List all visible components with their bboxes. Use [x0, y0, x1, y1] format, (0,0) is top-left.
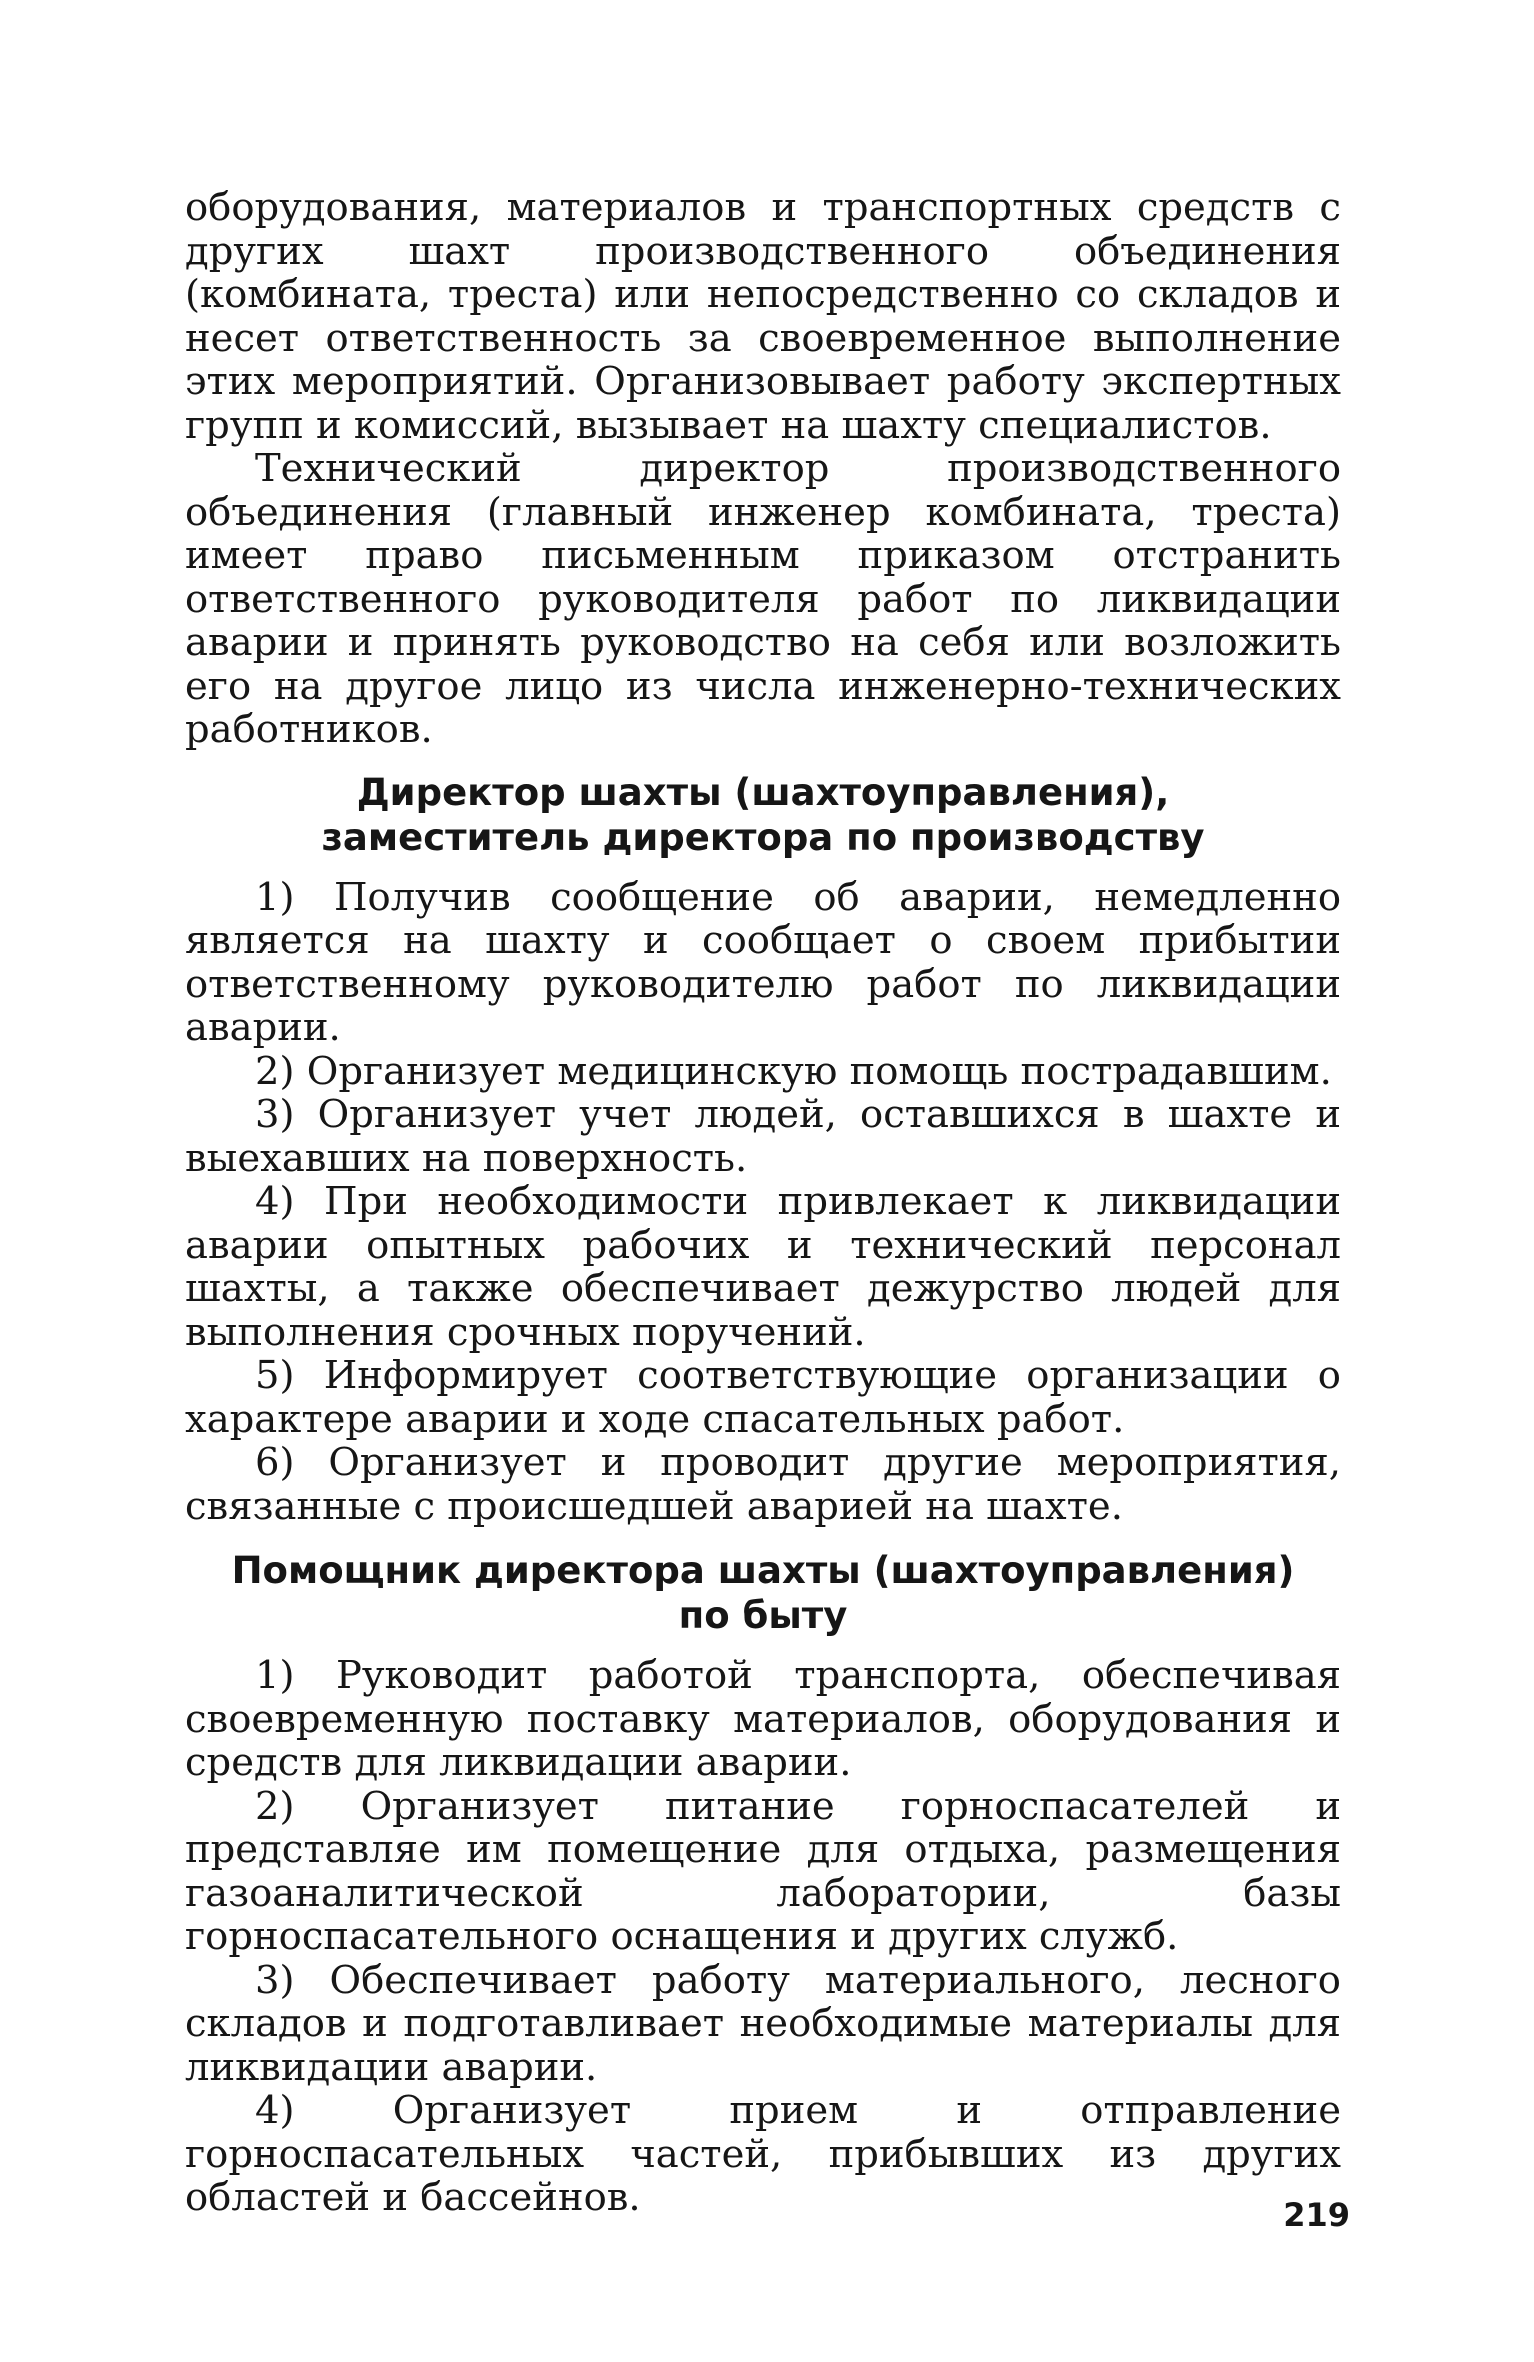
page-body: [185, 186, 1341, 2220]
section-1-item: 3) Организует учет людей, оставшихся в шахте и выехавших на поверхность.: [185, 1092, 1341, 1181]
section-2-item: 1) Руководит работой транспорта, обеспечивая своевременную поставку материалов, оборудования и средств для ликвидации аварии.: [185, 1653, 1341, 1785]
section-1-item: 4) При необходимости привлекает к ликвидации аварии опытных рабочих и технический персонал шахты, а также обеспечивает дежурство людей для выполнения срочных поручений.: [185, 1179, 1341, 1355]
section-1-item: 5) Информирует соответствующие организации о характере аварии и ходе спасательных работ.: [185, 1353, 1341, 1442]
section-1-item: 6) Организует и проводит другие мероприятия, связанные с происшедшей аварией на шахте.: [185, 1440, 1341, 1529]
section-1-item: 1) Получив сообщение об аварии, немедленно является на шахту и сообщает о своем прибытии ответственному руководителю работ по ликвидации аварии.: [185, 874, 1341, 1050]
page-number: 219: [1283, 2196, 1350, 2234]
intro-paragraph-2: Технический директор производственного объединения (главный инженер комбината, треста) имеет право письменным приказом отстранить ответственного руководителя работ по ликвидации аварии и принять руководство на себя или возложить его на другое лицо из числа инженерно-технических работников.: [185, 446, 1341, 752]
section-1-item: 2) Организует медицинскую помощь пострадавшим.: [255, 1048, 1332, 1094]
section-1-heading-line-1: Директор шахты (шахтоуправления),: [356, 770, 1170, 814]
section-1-heading-line-2: заместитель директора по производству: [321, 815, 1205, 859]
section-2-item: 2) Организует питание горноспасателей и представляе им помещение для отдыха, размещения газоаналитической лаборатории, базы горноспасательного оснащения и других служб.: [185, 1783, 1341, 1959]
intro-paragraph-1: оборудования, материалов и транспортных средств с других шахт производственного объединения (комбината, треста) или непосредственно со складов и несет ответственность за своевременное выполнение этих мероприятий. Организовывает работу экспертных групп и комиссий, вызывает на шахту специалистов.: [185, 185, 1341, 448]
section-2-item: 3) Обеспечивает работу материального, лесного складов и подготавливает необходимые материалы для ликвидации аварии.: [185, 1957, 1341, 2090]
section-2-heading: [185, 1548, 1341, 1638]
section-2-heading-line-2: по быту: [678, 1594, 848, 1637]
section-1-heading: [185, 770, 1341, 860]
section-2-item: 4) Организует прием и отправление горноспасательных частей, прибывших из других областей и бассейнов.: [185, 2088, 1341, 2220]
section-2-heading-line-1: Помощник директора шахты (шахтоуправления): [231, 1549, 1295, 1592]
